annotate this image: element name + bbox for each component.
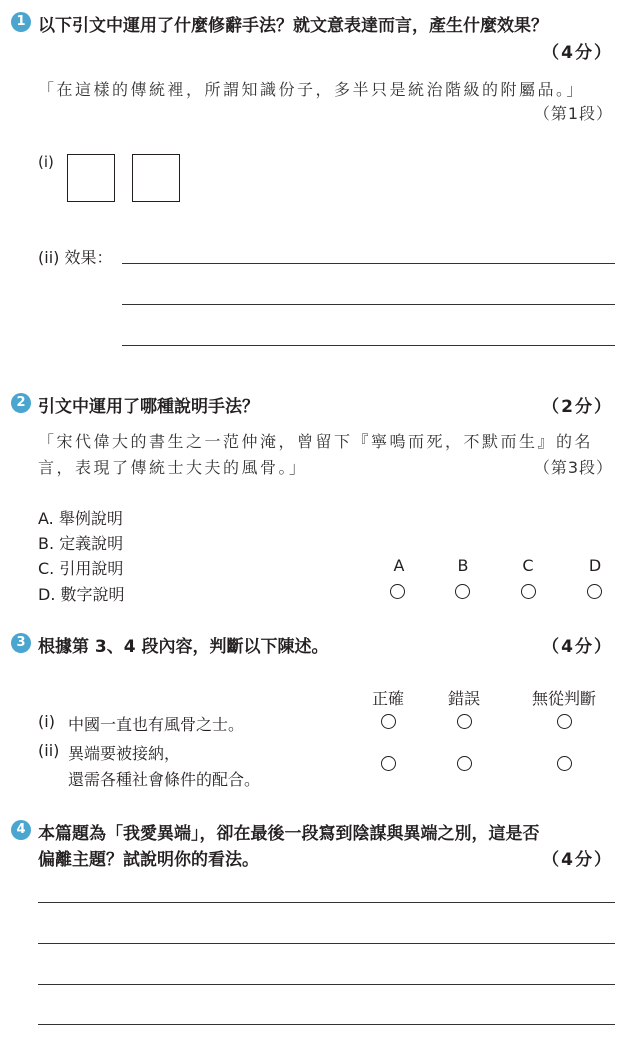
question-number-badge: 2	[11, 393, 31, 413]
question-2-paragraph-ref: （第3段）	[533, 458, 613, 477]
question-2-quote-line-1: 「宋代偉大的書生之一范仲淹，曾留下『寧鳴而死，不默而生』的名	[38, 432, 594, 451]
statement-ii-label: (ii)	[38, 741, 60, 760]
answer-line[interactable]	[122, 345, 615, 346]
choice-letter-b: B	[457, 556, 469, 575]
radio-option-b[interactable]	[455, 584, 470, 599]
answer-box-1[interactable]	[67, 154, 115, 202]
answer-line[interactable]	[122, 304, 615, 305]
statement-ii-text-line-1: 異端要被接納，	[68, 744, 181, 763]
question-1-marks: （4分）	[542, 43, 613, 63]
statement-i-label: (i)	[38, 712, 55, 731]
radio-statement-i-wrong[interactable]	[457, 714, 472, 729]
statement-ii-text-line-2: 還需各種社會條件的配合。	[68, 770, 261, 789]
column-correct: 正確	[371, 689, 404, 708]
choice-letter-a: A	[393, 556, 405, 575]
question-2-text: 引文中運用了哪種說明手法？	[38, 397, 259, 417]
choice-letter-d: D	[588, 556, 602, 575]
radio-statement-ii-correct[interactable]	[381, 756, 396, 771]
question-3-marks: （4分）	[542, 637, 613, 657]
radio-statement-i-correct[interactable]	[381, 714, 396, 729]
question-number-badge: 4	[11, 820, 31, 840]
option-d: D. 數字說明	[38, 585, 125, 604]
question-1-quote: 「在這樣的傳統裡，所謂知識份子，多半只是統治階級的附屬品。」	[38, 80, 586, 99]
column-wrong: 錯誤	[447, 689, 480, 708]
answer-line[interactable]	[38, 984, 615, 985]
question-1-paragraph-ref: （第1段）	[533, 104, 613, 123]
answer-line[interactable]	[122, 263, 615, 264]
question-4-text-line-2: 偏離主題？試說明你的看法。	[38, 850, 259, 870]
option-c: C. 引用說明	[38, 559, 124, 578]
question-2-quote-line-2: 言，表現了傳統士大夫的風骨。」	[38, 458, 308, 477]
radio-option-d[interactable]	[587, 584, 602, 599]
choice-letter-c: C	[522, 556, 534, 575]
question-number-badge: 3	[11, 633, 31, 653]
answer-box-2[interactable]	[132, 154, 180, 202]
question-1-text: 以下引文中運用了什麼修辭手法？就文意表達而言，產生什麼效果？	[38, 16, 548, 36]
statement-i-text: 中國一直也有風骨之士。	[68, 715, 245, 734]
answer-line[interactable]	[38, 1024, 615, 1025]
question-2-marks: （2分）	[542, 397, 613, 417]
radio-option-c[interactable]	[521, 584, 536, 599]
answer-line[interactable]	[38, 902, 615, 903]
radio-option-a[interactable]	[390, 584, 405, 599]
question-3-text: 根據第 3、4 段內容，判斷以下陳述。	[38, 637, 329, 657]
option-a: A. 舉例說明	[38, 509, 123, 528]
answer-line[interactable]	[38, 943, 615, 944]
part-ii-label: (ii) 效果：	[38, 248, 113, 267]
radio-statement-ii-cannot-judge[interactable]	[557, 756, 572, 771]
radio-statement-i-cannot-judge[interactable]	[557, 714, 572, 729]
question-4-text-line-1: 本篇題為「我愛異端」，卻在最後一段寫到陰謀與異端之別，這是否	[38, 824, 540, 844]
option-b: B. 定義說明	[38, 534, 124, 553]
question-4-marks: （4分）	[542, 850, 613, 870]
question-number-badge: 1	[11, 12, 31, 32]
radio-statement-ii-wrong[interactable]	[457, 756, 472, 771]
part-i-label: (i)	[38, 153, 54, 171]
column-cannot-judge: 無從判斷	[531, 689, 596, 708]
